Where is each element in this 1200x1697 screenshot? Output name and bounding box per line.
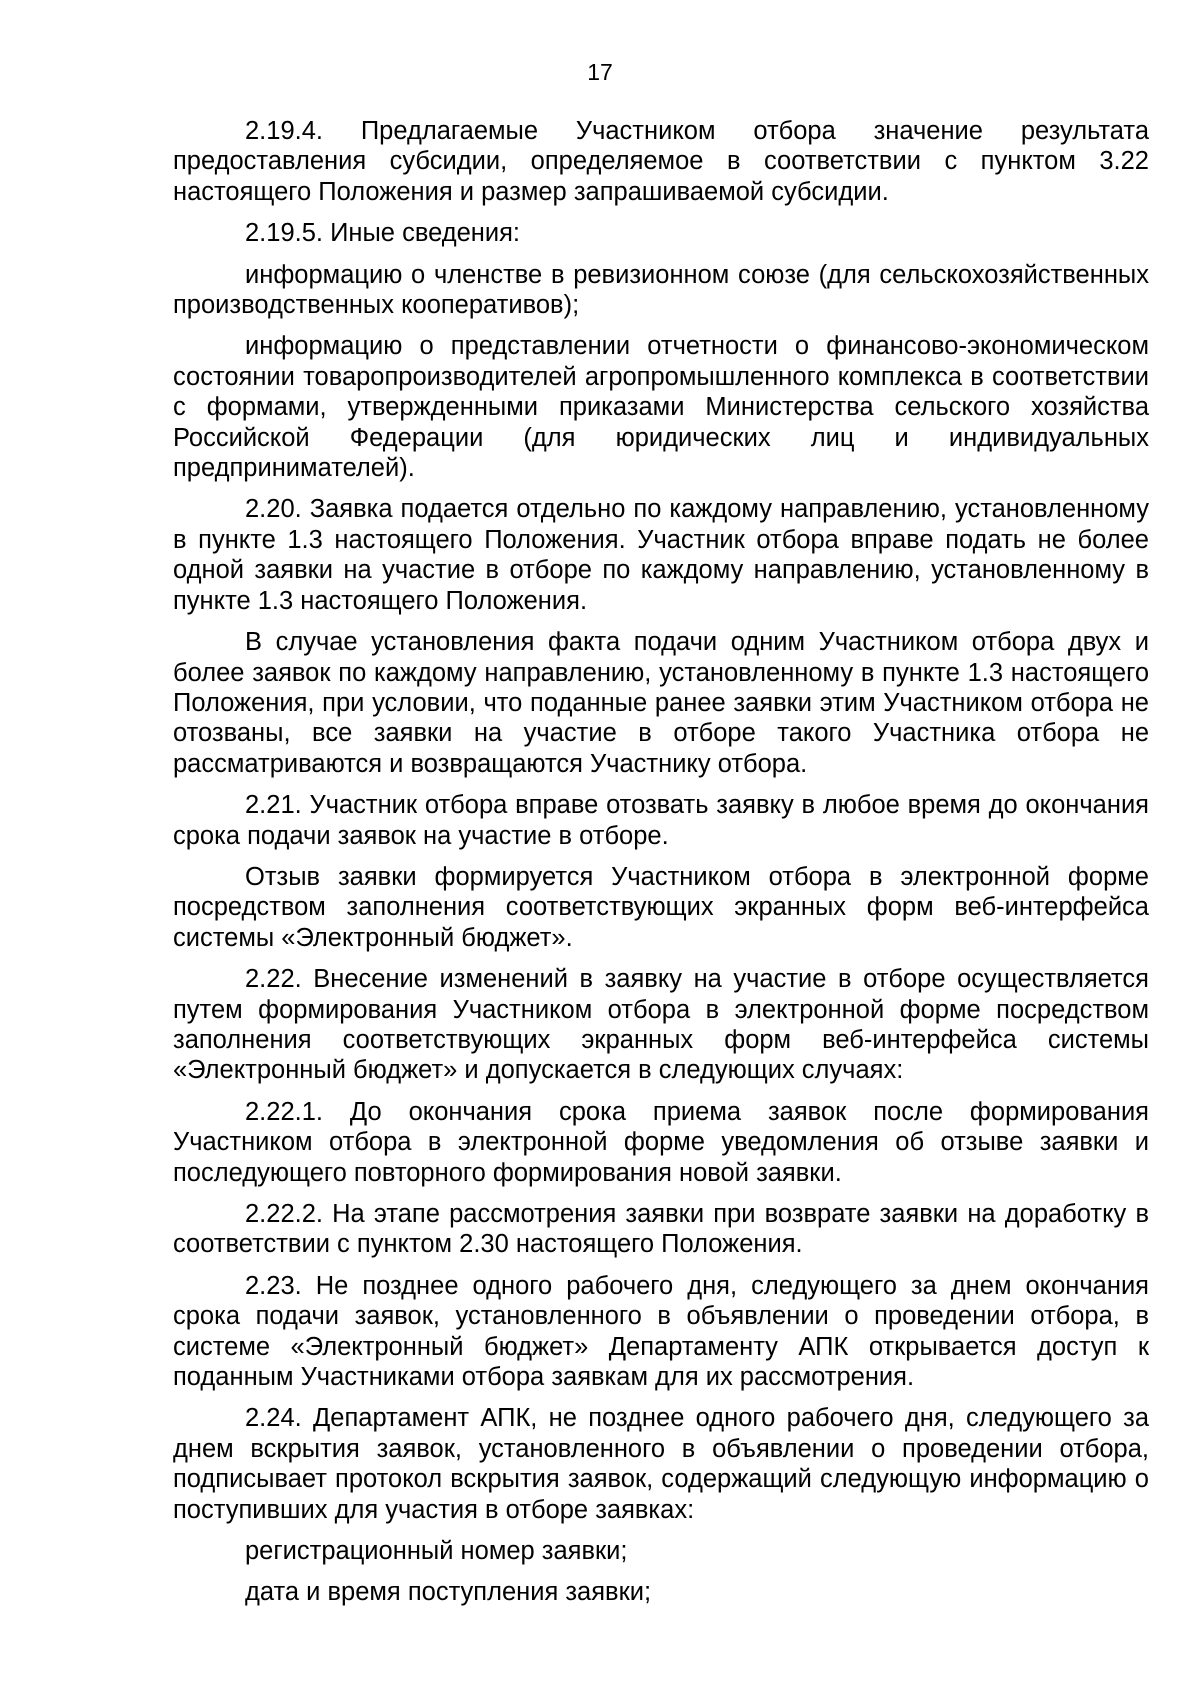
- paragraph-2-22-1: 2.22.1. До окончания срока приема заявок после формирования Участником отбора в электронной форме уведомления об отзыве заявки и последующего повторного формирования новой заявки.: [173, 1097, 1149, 1187]
- paragraph-2-22-2: 2.22.2. На этапе рассмотрения заявки при возврате заявки на доработку в соответствии с пунктом 2.30 настоящего Положения.: [173, 1200, 1149, 1259]
- paragraph-revision-union: информацию о членстве в ревизионном союзе (для сельскохозяйственных производственных кооперативов);: [173, 260, 1149, 320]
- paragraph-duplicate-applications: В случае установления факта подачи одним Участником отбора двух и более заявок по каждому направлению, установленному в пункте 1.3 настоящего Положения, при условии, что поданные ранее заявки этим Участником отбора не отозваны, все заявки на участие в отборе такого Участника отбора не рассматриваются и возвращаются Участнику отбора.: [173, 628, 1149, 778]
- paragraph-2-19-5: 2.19.5. Иные сведения:: [245, 219, 520, 248]
- paragraph-2-24: 2.24. Департамент АПК, не позднее одного рабочего дня, следующего за днем вскрытия заявок, установленного в объявлении о проведении отбора, подписывает протокол вскрытия заявок, содержащий следующую информацию о поступивших для участия в отборе заявках:: [173, 1404, 1149, 1524]
- paragraph-2-19-4: 2.19.4. Предлагаемые Участником отбора значение результата предоставления субсидии, определяемое в соответствии с пунктом 3.22 настоящего Положения и размер запрашиваемой субсидии.: [173, 117, 1149, 206]
- paragraph-withdrawal: Отзыв заявки формируется Участником отбора в электронной форме посредством заполнения соответствующих экранных форм веб-интерфейса системы «Электронный бюджет».: [173, 862, 1149, 952]
- paragraph-receipt-datetime: дата и время поступления заявки;: [245, 1578, 652, 1607]
- paragraph-2-22: 2.22. Внесение изменений в заявку на участие в отборе осуществляется путем формирования Участником отбора в электронной форме посредством заполнения соответствующих экранных форм веб-интерфейса системы «Электронный бюджет» и допускается в следующих случаях:: [173, 965, 1149, 1085]
- paragraph-2-21: 2.21. Участник отбора вправе отозвать заявку в любое время до окончания срока подачи заявок на участие в отборе.: [173, 791, 1149, 850]
- paragraph-financial-reporting: информацию о представлении отчетности о финансово-экономическом состоянии товаропроизводителей агропромышленного комплекса в соответствии с формами, утвержденными приказами Министерства сельского хозяйства Российской Федерации (для юридических лиц и индивидуальных предпринимателей).: [173, 332, 1149, 483]
- paragraph-2-20: 2.20. Заявка подается отдельно по каждому направлению, установленному в пункте 1.3 настоящего Положения. Участник отбора вправе подать не более одной заявки на участие в отборе по каждому направлению, установленному в пункте 1.3 настоящего Положения.: [173, 495, 1149, 615]
- page-number: 17: [587, 59, 613, 85]
- paragraph-registration-number: регистрационный номер заявки;: [245, 1537, 628, 1566]
- paragraph-2-23: 2.23. Не позднее одного рабочего дня, следующего за днем окончания срока подачи заявок, установленного в объявлении о проведении отбора, в системе «Электронный бюджет» Департаменту АПК открывается доступ к поданным Участниками отбора заявкам для их рассмотрения.: [173, 1271, 1149, 1392]
- document-body: [173, 116, 1149, 1619]
